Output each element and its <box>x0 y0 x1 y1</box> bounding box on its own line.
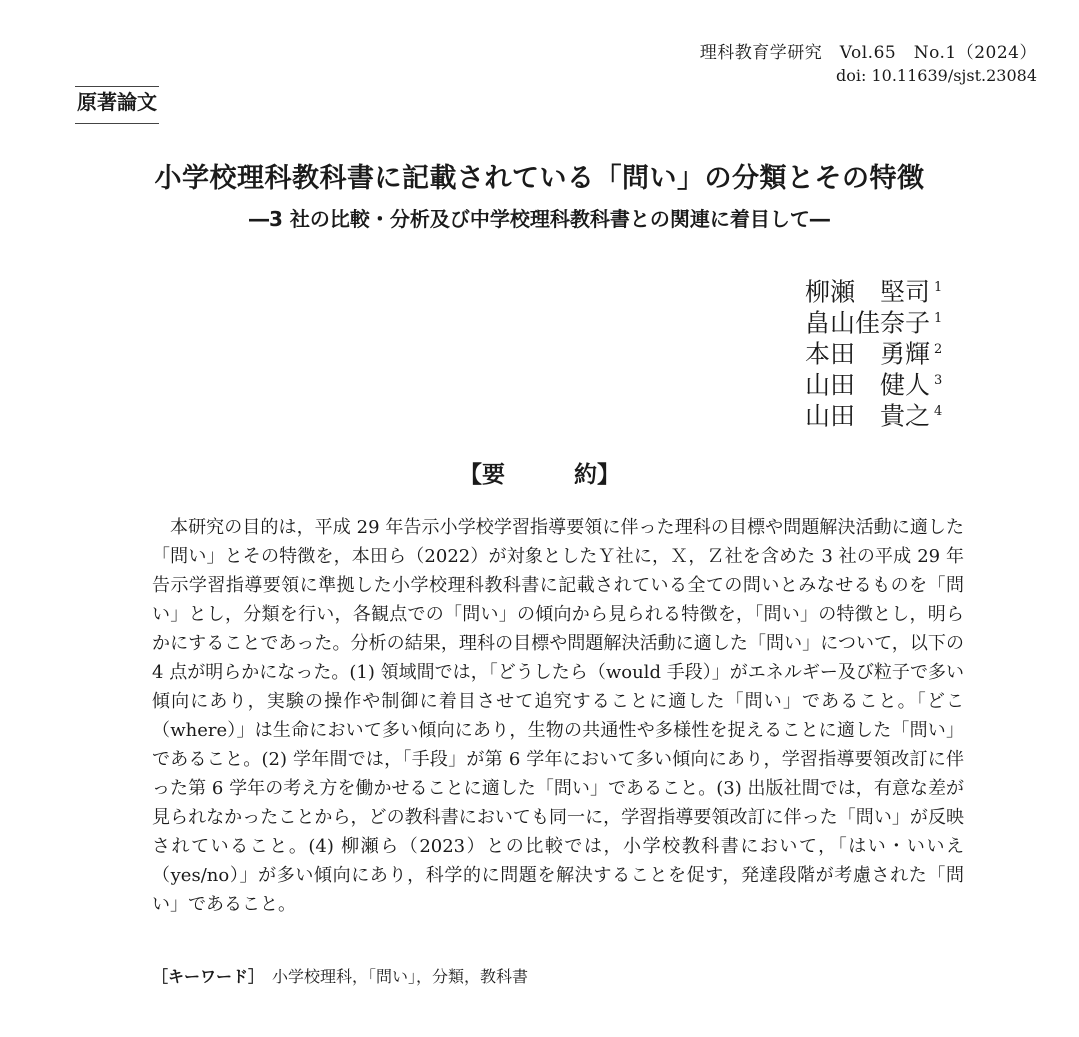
keywords-value: 小学校理科，「問い」，分類，教科書 <box>272 967 529 986</box>
author <box>805 272 943 307</box>
article-category: 原著論文 <box>75 86 159 124</box>
paper-title: 小学校理科教科書に記載されている「問い」の分類とその特徴 <box>154 163 925 194</box>
keywords-label: ［キーワード］ <box>152 967 265 986</box>
abstract-heading: 【要 約】 <box>459 462 620 488</box>
keywords <box>152 964 528 987</box>
author-affiliation: 1 <box>934 311 943 326</box>
author-affiliation: 1 <box>934 280 943 295</box>
doi-link[interactable]: doi: 10.11639/sjst.23084 <box>836 66 1037 85</box>
paper-subtitle: ―3 社の比較・分析及び中学校理科教科書との関連に着目して― <box>249 207 830 231</box>
author-name: 山田 健人 <box>805 370 931 400</box>
author-affiliation: 2 <box>934 342 943 357</box>
author-affiliation: 3 <box>934 373 943 388</box>
author-name: 畠山佳奈子 <box>805 308 931 338</box>
author <box>805 303 943 338</box>
author-list <box>805 272 943 431</box>
author <box>805 365 943 400</box>
author-affiliation: 4 <box>934 404 943 419</box>
author-name: 柳瀬 堅司 <box>805 277 931 307</box>
author <box>805 334 943 369</box>
journal-citation: 理科教育学研究 Vol.65 No.1（2024） <box>699 43 1037 63</box>
author-name: 山田 貴之 <box>805 401 931 431</box>
author-name: 本田 勇輝 <box>805 339 931 369</box>
author <box>805 396 943 431</box>
abstract-body: 本研究の目的は，平成 29 年告示小学校学習指導要領に伴った理科の目標や問題解決活動に適した「問い」とその特徴を，本田ら（2022）が対象としたＹ社に，Ｘ，Ｚ社を含めた 3 社の平成 29 年告示学習指導要領に準拠した小学校理科教科書に記載されている全ての問いとみなせるものを「問い」とし，分類を行い，各観点での「問い」の傾向から見られる特徴を，「問い」の特徴とし，明らかにすることであった。分析の結果，理科の目標や問題解決活動に適した「問い」について，以下の 4 点が明らかになった。(1) 領域間では，「どうしたら（would 手段）」がエネルギー及び粒子で多い傾向にあり，実験の操作や制御に着目させて追究することに適した「問い」であること。「どこ（where）」は生命において多い傾向にあり，生物の共通性や多様性を捉えることに適した「問い」であること。(2) 学年間では，「手段」が第 6 学年において多い傾向にあり，学習指導要領改訂に伴った第 6 学年の考え方を働かせることに適した「問い」であること。(3) 出版社間では，有意な差が見られなかったことから，どの教科書においても同一に，学習指導要領改訂に伴った「問い」が反映されていること。(4) 柳瀬ら（2023）との比較では，小学校教科書において，「はい・いいえ（yes/no）」が多い傾向にあり，科学的に問題を解決することを促す，発達段階が考慮された「問い」であること。 <box>152 517 964 915</box>
